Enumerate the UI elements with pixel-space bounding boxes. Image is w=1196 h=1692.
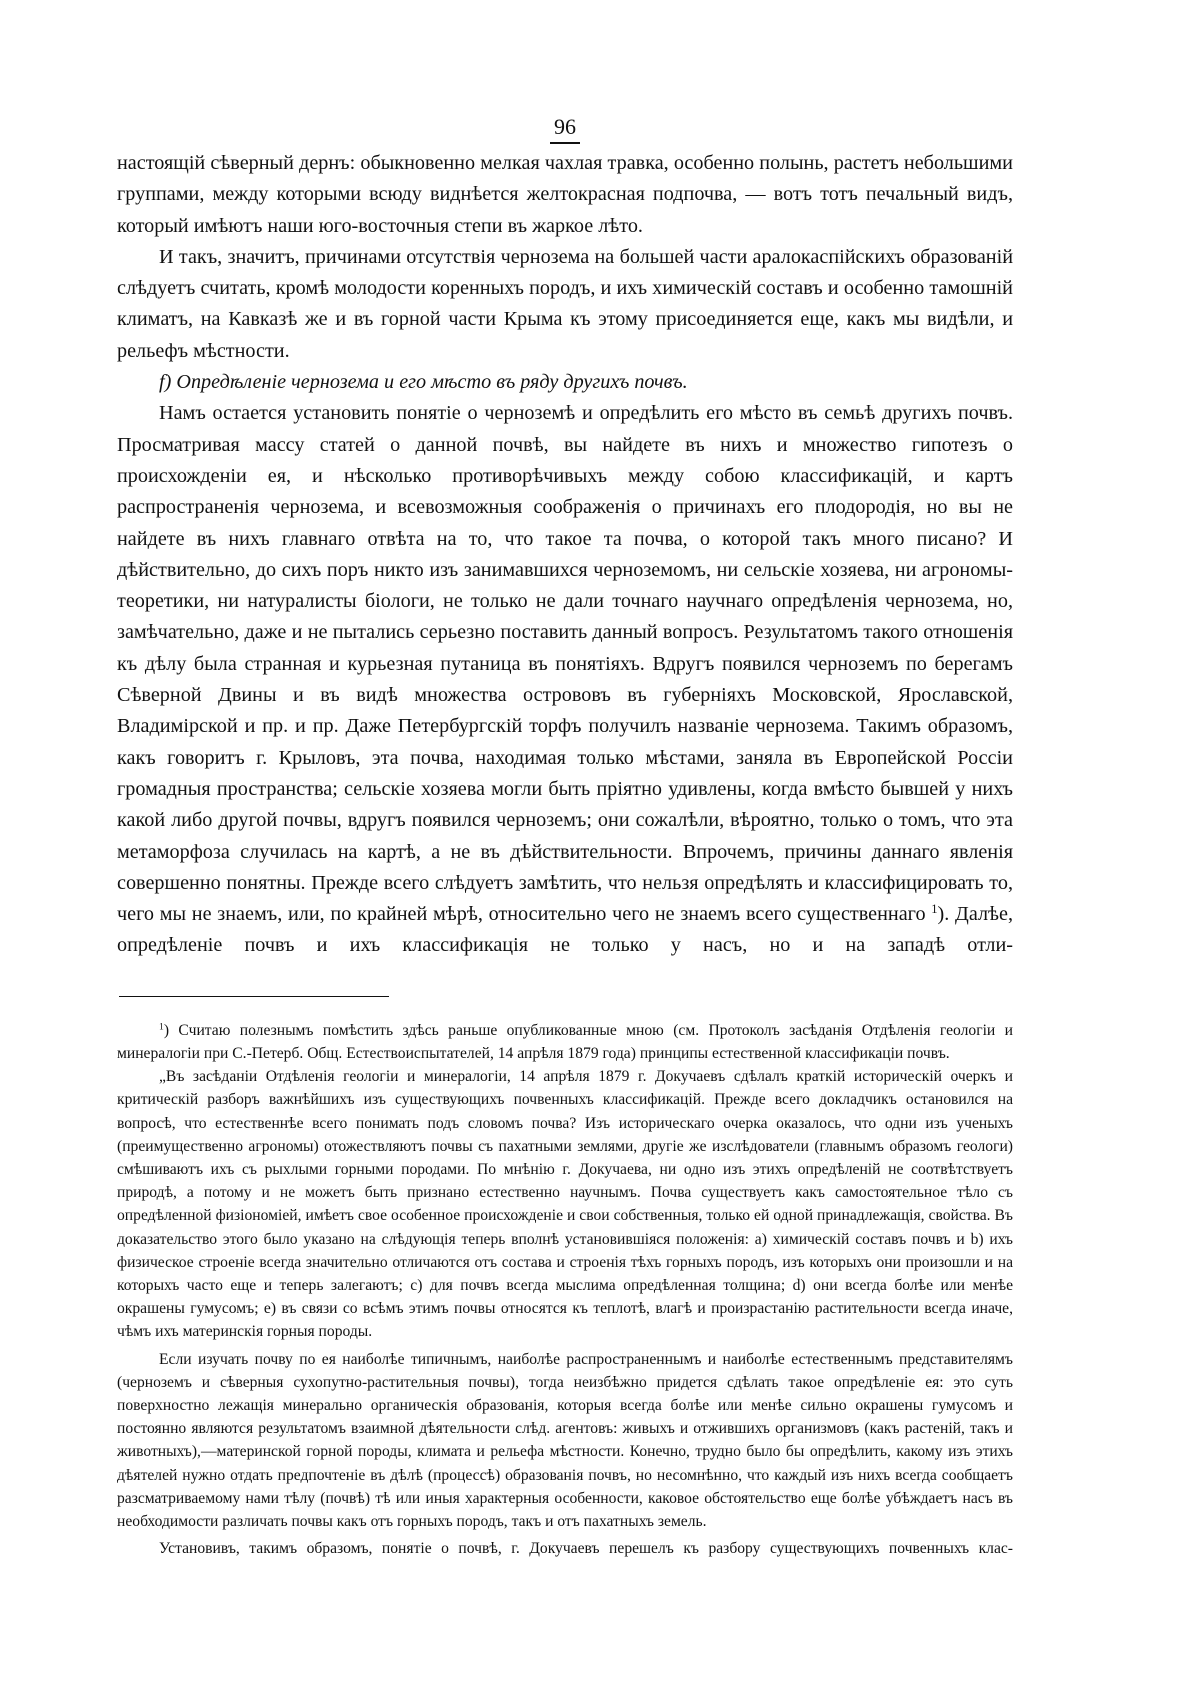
footnote-quote-2: Если изучать почву по ея наиболѣе типичнымъ, наиболѣе распространеннымъ и наиболѣе естественнымъ представителямъ (черноземъ и сѣверныя сухопутно-растительныя почвы), тогда неизбѣжно придется сдѣлать такое опредѣленіе ея: это суть поверхностно лежащія минерально органическія образованія, которыя всегда болѣе или менѣе сильно окрашены гумусомъ и постоянно являются результатомъ взаимной дѣятельности слѣд. агентовъ: живыхъ и отжившихъ организмовъ (какъ растеній, такъ и животныхъ),—материнской горной породы, климата и рельефа мѣстности. Конечно, трудно было бы опредѣлить, какому изъ этихъ дѣятелей нужно отдать предпочтеніе въ дѣлѣ (процессѣ) образованія почвъ, но несомнѣнно, что каждый изъ нихъ всегда сообщаетъ разсматриваемому нами тѣлу (почвѣ) тѣ или иныя характерныя особенности, каковое обстоятельство еще болѣе убѣждаетъ насъ въ необходимости различать почвы какъ отъ горныхъ породъ, такъ и отъ пахатныхъ земель. bbox=[117, 1350, 1013, 1530]
page-number: 96 bbox=[117, 114, 1013, 144]
main-text bbox=[117, 148, 1013, 962]
paragraph-1: настоящій сѣверный дернъ: обыкновенно мелкая чахлая травка, особенно полынь, растетъ небольшими группами, между которыми всюду виднѣется желтокрасная подпочва, — вотъ тотъ печальный видъ, который имѣютъ наши юго-восточныя степи въ жаркое лѣто. bbox=[117, 152, 1013, 237]
paragraph-3 bbox=[117, 398, 1013, 961]
footnote-1 bbox=[117, 1019, 1013, 1065]
page bbox=[117, 114, 1013, 1560]
footnote-ref: 1 bbox=[931, 902, 938, 917]
footnote-quote-3: Установивъ, такимъ образомъ, понятіе о почвѣ, г. Докучаевъ перешелъ къ разбору существующихъ почвенныхъ клас- bbox=[159, 1540, 1013, 1558]
section-heading: f) Опредѣленіе чернозема и его мѣсто въ ряду другихъ почвъ. bbox=[159, 371, 688, 394]
footnote-divider bbox=[119, 996, 389, 997]
footnotes bbox=[117, 1019, 1013, 1561]
paragraph-3-continuation: ). Далѣе, опредѣленіе почвъ и ихъ классификація не только у насъ, но и на западѣ отли- bbox=[117, 903, 1013, 957]
footnote-1-text: ) Считаю полезнымъ помѣстить здѣсь раньше опубликованные мною (см. Протоколъ засѣданія Отдѣленія геологіи и минералогіи при С.-Петерб. Общ. Естествоиспытателей, 14 апрѣля 1879 года) принципы естественной классификаціи почвъ. bbox=[117, 1021, 1013, 1062]
paragraph-3-text: Намъ остается установить понятіе о черноземѣ и опредѣлить его мѣсто въ семьѣ другихъ почвъ. Просматривая массу статей о данной почвѣ, вы найдете въ нихъ и множество гипотезъ о происхожденіи ея, и нѣсколько противорѣчивыхъ между собою классификацій, и картъ распространенія чернозема, и всевозможныя соображенія о причинахъ его плодородія, но вы не найдете въ нихъ главнаго отвѣта на то, что такое та почва, о которой такъ много писано? И дѣйствительно, до сихъ поръ никто изъ занимавшихся черноземомъ, ни сельскіе хозяева, ни агрономы-теоретики, ни натуралисты біологи, не только не дали точнаго научнаго опредѣленія чернозема, но, замѣчательно, даже и не пытались серьезно поставить данный вопросъ. Результатомъ такого отношенія къ дѣлу была странная и курьезная путаница въ понятіяхъ. Вдругъ появился черноземъ по берегамъ Сѣверной Двины и въ видѣ множества острововъ въ губерніяхъ Московской, Ярославской, Владимірской и пр. и пр. Даже Петербургскій торфъ получилъ названіе чернозема. Такимъ образомъ, какъ говоритъ г. Крыловъ, эта почва, находимая только мѣстами, заняла въ Европейской Россіи громадныя пространства; сельскіе хозяева могли быть пріятно удивлены, когда вмѣсто бывшей у нихъ какой либо другой почвы, вдругъ появился черноземъ; они сожалѣли, вѣроятно, только о томъ, что эта метаморфоза случилась на картѣ, а не въ дѣйствительности. Впрочемъ, причины даннаго явленія совершенно понятны. Прежде всего слѣдуетъ замѣтить, что нельзя опредѣлять и классифицировать то, чего мы не знаемъ, или, по крайней мѣрѣ, относительно чего не знаемъ всего существеннаго bbox=[117, 402, 1013, 926]
footnote-1-mark: 1 bbox=[159, 1021, 164, 1033]
footnote-quote-1: „Въ засѣданіи Отдѣленія геологіи и минералогіи, 14 апрѣля 1879 г. Докучаевъ сдѣлалъ краткій историческій очеркъ и критическій разборъ важнѣйшихъ изъ существующихъ почвенныхъ классификацій. Прежде всего докладчикъ остановился на вопросѣ, что естественнѣе всего понимать подъ словомъ почва? Изъ историческаго очерка оказалось, что одни изъ ученыхъ (преимущественно агрономы) отожествляютъ почвы съ пахатными землями, другіе же изслѣдователи (главнымъ образомъ геологи) смѣшиваютъ ихъ съ рыхлыми горными породами. По мнѣнію г. Докучаева, ни одно изъ этихъ опредѣленій не соотвѣтствуетъ природѣ, а потому и не можетъ быть признано естественно научнымъ. Почва существуетъ какъ самостоятельное тѣло съ опредѣленной физіономіей, имѣетъ свое особенное происхожденіе и свои собственныя, только ей одной принадлежащія, свойства. Въ доказательство этого было указано на слѣдующія теперь вполнѣ установившіяся положенія: а) химическій составъ почвъ и b) ихъ физическое строеніе всегда значительно отличаются отъ состава и строенія тѣхъ горныхъ породъ, изъ которыхъ они произошли и на которыхъ часто еще и теперь залегаютъ; с) для почвъ всегда мыслима опредѣленная толщина; d) они всегда болѣе или менѣе окрашены гумусомъ; е) въ связи со всѣмъ этимъ почвы относятся къ теплотѣ, влагѣ и произрастанію растительности всегда иначе, чѣмъ ихъ материнскія горныя породы. bbox=[117, 1068, 1013, 1341]
paragraph-2: И такъ, значитъ, причинами отсутствія чернозема на большей части аралокаспійскихъ образованій слѣдуетъ считать, кромѣ молодости коренныхъ породъ, и ихъ химическій составъ и особенно тамошній климатъ, на Кавказѣ же и въ горной части Крыма къ этому присоединяется еще, какъ мы видѣли, и рельефъ мѣстности. bbox=[117, 245, 1013, 362]
